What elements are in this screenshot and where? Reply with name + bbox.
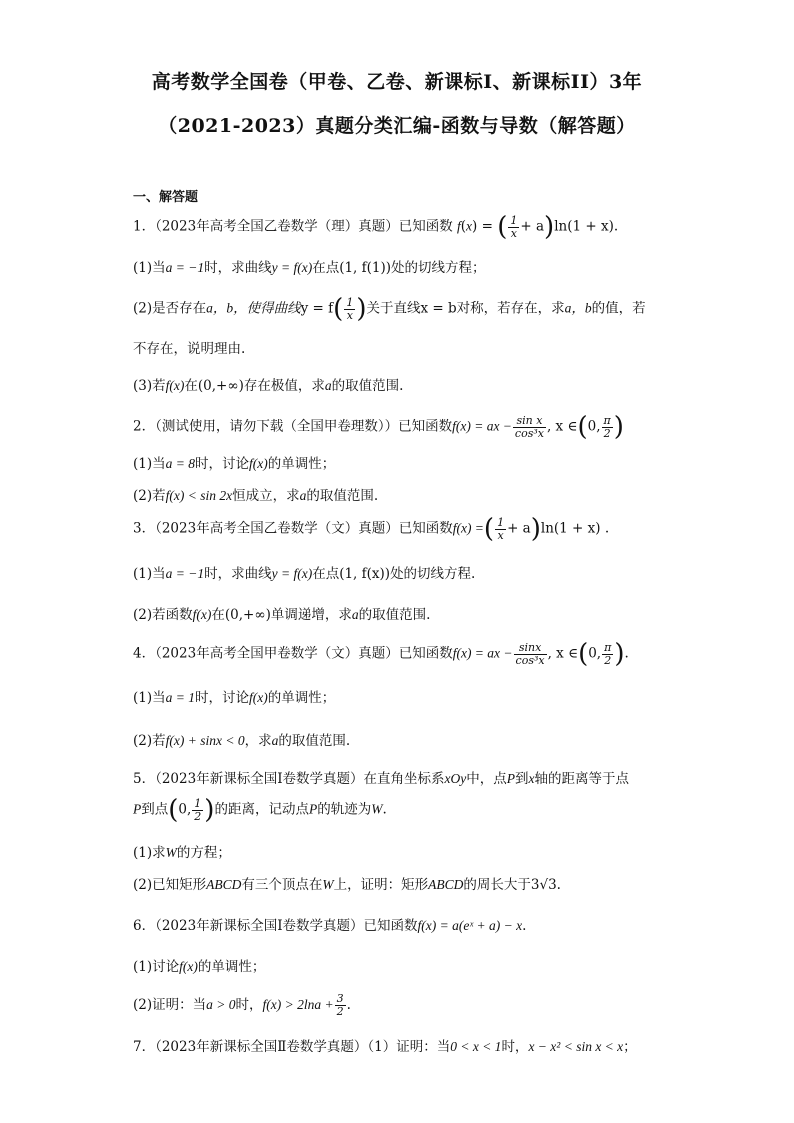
- question-3-part-2: (2)若函数f(x)在(0,+∞)单调递增，求a的取值范围.: [133, 607, 431, 623]
- section-heading: 一、解答题: [133, 190, 199, 205]
- question-2-part-1: (1)当a = 8时，讨论f(x)的单调性；: [133, 456, 336, 472]
- fraction: $\frac{\pi}{2}$: [604, 640, 612, 667]
- question-3-stem: 3．（2023年高考全国乙卷数学（文）真题）已知函数f(x) =( $\frac{1}{x}$ + a)ln(1 + x) .: [133, 514, 610, 544]
- question-4-part-2: (2)若f(x) + sinx < 0，求a的取值范围.: [133, 733, 351, 749]
- question-6-part-2: (2)证明：当a > 0时，f(x) > 2lna + $\frac{3}{2}$ .: [133, 992, 351, 1018]
- question-6-stem: 6．（2023年新课标全国Ⅰ卷数学真题）已知函数f(x) = a(eˣ + a) − x.: [133, 918, 527, 934]
- fraction: $\frac{\text{sin x}}{\text{cos³x}}$: [514, 413, 544, 440]
- document-title-line2: （2021-2023）真题分类汇编-函数与导数（解答题）: [158, 115, 636, 137]
- question-6-part-1: (1)讨论f(x)的单调性；: [133, 959, 266, 975]
- fraction: $\frac{3}{2}$: [336, 992, 344, 1018]
- question-7-stem: 7．（2023年新课标全国Ⅱ卷数学真题）（1）证明：当0 < x < 1时，x − x² < sin x < x；: [133, 1039, 637, 1055]
- question-1-stem: 1．（2023年高考全国乙卷数学（理）真题）已知函数 f(x) = ( $\frac{1}{x}$ + a)ln(1 + x).: [133, 212, 619, 242]
- question-4-part-1: (1)当a = 1时，讨论f(x)的单调性；: [133, 690, 336, 706]
- question-2-part-2: (2)若f(x) < sin 2x恒成立，求a的取值范围.: [133, 488, 379, 504]
- question-5-part-2: (2)已知矩形ABCD有三个顶点在W上，证明：矩形ABCD的周长大于3√3.: [133, 877, 561, 893]
- fraction: $\frac{\pi}{2}$: [603, 413, 611, 440]
- question-5-stem-cont: P到点(0, $\frac{1}{2}$ )的距离，记动点P的轨迹为W.: [133, 795, 387, 825]
- question-1-part-2-cont: 不存在，说明理由.: [133, 341, 246, 357]
- question-1-part-2: (2)是否存在a，b，使得曲线y = f( $\frac{1}{x}$ )关于直线x = b对称，若存在，求a，b的值，若: [133, 294, 646, 324]
- question-2-stem: 2．（测试使用，请勿下载（全国甲卷理数））已知函数f(x) = ax − $\frac{\text{sin x}}{\text{cos³x}}$ , x ∈(0, $\frac{\pi}{2}$ ): [133, 412, 624, 442]
- question-3-part-1: (1)当a = −1时，求曲线y = f(x)在点(1, f(x))处的切线方程.: [133, 566, 476, 582]
- question-1-part-1: (1)当a = −1时，求曲线y = f(x)在点(1, f(1))处的切线方程；: [133, 260, 486, 276]
- fraction: $\frac{1}{2}$: [194, 796, 202, 823]
- question-1-part-3: (3)若f(x)在(0,+∞)存在极值，求a的取值范围.: [133, 378, 404, 394]
- fraction: $\frac{1}{x}$: [497, 515, 505, 542]
- fraction: $\frac{1}{x}$: [346, 295, 354, 322]
- fraction: $\frac{\sin x}{\text{cos³x}}$: [515, 640, 545, 667]
- question-5-part-1: (1)求W的方程；: [133, 845, 231, 861]
- fraction: $\frac{1}{x}$: [510, 213, 518, 240]
- document-title-line1: 高考数学全国卷（甲卷、乙卷、新课标Ⅰ、新课标II）3年: [151, 71, 643, 93]
- question-5-stem: 5．（2023年新课标全国Ⅰ卷数学真题）在直角坐标系xOy中，点P到x轴的距离等于点: [133, 771, 630, 787]
- question-4-stem: 4．（2023年高考全国甲卷数学（文）真题）已知函数f(x) = ax − $\frac{\sin x}{\text{cos³x}}$ , x ∈(0, $\frac{\pi}{2}$ ).: [133, 639, 629, 669]
